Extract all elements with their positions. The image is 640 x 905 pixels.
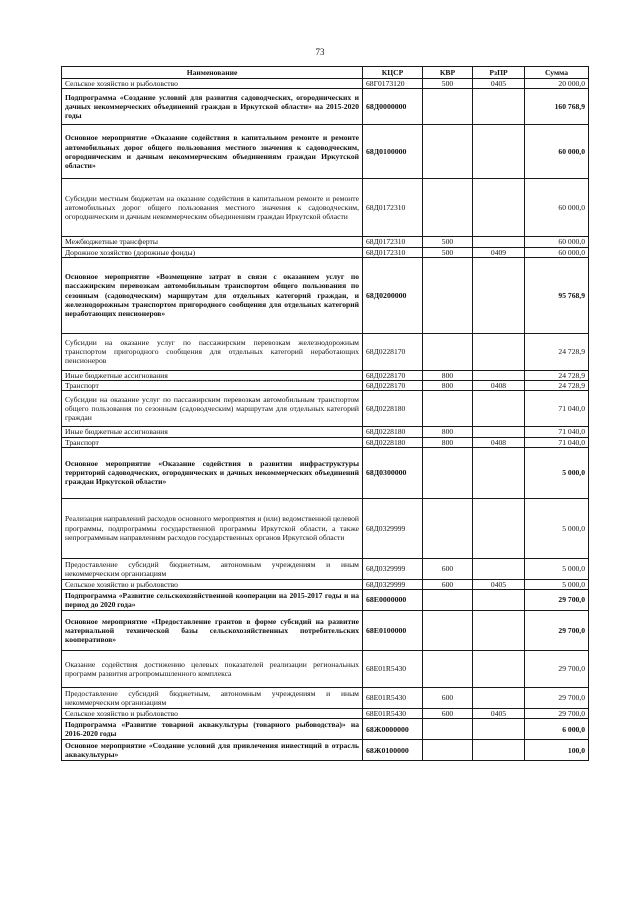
row-kvr-cell: 500 xyxy=(423,247,473,257)
row-sum-cell: 100,0 xyxy=(525,740,589,761)
row-sum-cell: 60 000,0 xyxy=(525,237,589,247)
row-rzpr-cell xyxy=(473,740,525,761)
row-name-cell: Предоставление субсидий бюджетным, автономным учреждениям и иным некоммерческим организациям xyxy=(62,688,363,709)
row-kcsr-cell: 68Д0228180 xyxy=(363,391,423,427)
row-kvr-cell xyxy=(423,89,473,125)
row-kcsr-cell: 68Е01R5430 xyxy=(363,651,423,688)
row-kvr-cell: 600 xyxy=(423,688,473,709)
row-sum-cell: 24 728,9 xyxy=(525,370,589,380)
table-row xyxy=(62,719,589,740)
row-kvr-cell xyxy=(423,179,473,237)
row-kvr-cell xyxy=(423,590,473,611)
table-row xyxy=(62,247,589,257)
column-header-rzpr: РзПР xyxy=(473,67,525,79)
row-name-cell: Субсидии на оказание услуг по пассажирским перевозкам автомобильным транспортом общего пользования по сезонным (садоводческим) маршрутам для отдельных категорий граждан xyxy=(62,391,363,427)
row-kvr-cell: 500 xyxy=(423,237,473,247)
row-kcsr-cell: 68Д0100000 xyxy=(363,125,423,179)
row-sum-cell: 5 000,0 xyxy=(525,447,589,498)
row-kcsr-cell: 68Д0172310 xyxy=(363,179,423,237)
row-name-cell: Иные бюджетные ассигнования xyxy=(62,427,363,437)
row-kcsr-cell: 68Ж0000000 xyxy=(363,719,423,740)
budget-table xyxy=(61,66,589,761)
row-sum-cell: 60 000,0 xyxy=(525,247,589,257)
row-name-cell: Предоставление субсидий бюджетным, автономным учреждениям и иным некоммерческим организациям xyxy=(62,558,363,579)
row-kvr-cell xyxy=(423,719,473,740)
row-kvr-cell xyxy=(423,333,473,370)
column-header-kcsr: КЦСР xyxy=(363,67,423,79)
row-rzpr-cell: 0405 xyxy=(473,709,525,719)
table-row xyxy=(62,89,589,125)
row-sum-cell: 71 040,0 xyxy=(525,437,589,447)
page-number: 73 xyxy=(315,47,325,57)
table-row xyxy=(62,651,589,688)
row-name-cell: Субсидии на оказание услуг по пассажирским перевозкам железнодорожным транспортом пригородного сообщения для отдельных категорий неработающих пенсионеров xyxy=(62,333,363,370)
row-kcsr-cell: 68Д0172310 xyxy=(363,237,423,247)
row-rzpr-cell xyxy=(473,237,525,247)
row-kvr-cell xyxy=(423,257,473,333)
row-kvr-cell: 800 xyxy=(423,370,473,380)
row-sum-cell: 160 768,9 xyxy=(525,89,589,125)
table-row xyxy=(62,391,589,427)
table-row xyxy=(62,498,589,558)
row-kvr-cell: 600 xyxy=(423,558,473,579)
table-row xyxy=(62,709,589,719)
row-kvr-cell xyxy=(423,498,473,558)
row-sum-cell: 29 700,0 xyxy=(525,688,589,709)
row-sum-cell: 29 700,0 xyxy=(525,611,589,651)
row-kvr-cell xyxy=(423,740,473,761)
row-name-cell: Субсидии местным бюджетам на оказание содействия в капитальном ремонте и ремонте автомобильных дорог общего пользования местного значения к садоводческим, огородническим и дачным некоммерческим объединениям граждан Иркутской области xyxy=(62,179,363,237)
row-rzpr-cell xyxy=(473,391,525,427)
row-name-cell: Транспорт xyxy=(62,437,363,447)
row-kcsr-cell: 68Д0228180 xyxy=(363,427,423,437)
row-kcsr-cell: 68Е01R5430 xyxy=(363,688,423,709)
table-body xyxy=(62,79,589,761)
table-row xyxy=(62,579,589,589)
row-kvr-cell: 600 xyxy=(423,709,473,719)
table-row xyxy=(62,611,589,651)
row-sum-cell: 6 000,0 xyxy=(525,719,589,740)
row-name-cell: Реализация направлений расходов основного мероприятия и (или) ведомственной целевой программы, подпрограммы государственной программы Иркутской области, а также непрограммным направлениям расходов государственных органов Иркутской области xyxy=(62,498,363,558)
row-rzpr-cell xyxy=(473,498,525,558)
row-kcsr-cell: 68Д0228170 xyxy=(363,381,423,391)
row-kcsr-cell: 68Д0329999 xyxy=(363,579,423,589)
row-sum-cell: 29 700,0 xyxy=(525,590,589,611)
table-row xyxy=(62,447,589,498)
row-kcsr-cell: 68Д0329999 xyxy=(363,498,423,558)
row-kvr-cell xyxy=(423,391,473,427)
row-rzpr-cell: 0405 xyxy=(473,79,525,89)
row-rzpr-cell xyxy=(473,370,525,380)
row-kvr-cell xyxy=(423,611,473,651)
row-sum-cell: 5 000,0 xyxy=(525,498,589,558)
row-kvr-cell: 800 xyxy=(423,381,473,391)
row-name-cell: Основное мероприятие «Оказание содействия в капитальном ремонте и ремонте автомобильных дорог общего пользования местного значения к садоводческим, огородническим и дачным некоммерческим объединениям граждан Иркутской области» xyxy=(62,125,363,179)
table-row xyxy=(62,79,589,89)
row-kcsr-cell: 68Д0172310 xyxy=(363,247,423,257)
row-name-cell: Основное мероприятие «Оказание содействия в развитии инфраструктуры территорий садоводческих, огороднических и дачных некоммерческих объединений граждан Иркутской области» xyxy=(62,447,363,498)
row-kcsr-cell: 68Е0100000 xyxy=(363,611,423,651)
table-row xyxy=(62,125,589,179)
row-rzpr-cell xyxy=(473,333,525,370)
row-name-cell: Транспорт xyxy=(62,381,363,391)
row-kcsr-cell: 68Д0000000 xyxy=(363,89,423,125)
table-row xyxy=(62,237,589,247)
table-row xyxy=(62,179,589,237)
row-rzpr-cell xyxy=(473,558,525,579)
row-sum-cell: 29 700,0 xyxy=(525,651,589,688)
row-kcsr-cell: 68Ж0100000 xyxy=(363,740,423,761)
row-name-cell: Иные бюджетные ассигнования xyxy=(62,370,363,380)
table-row xyxy=(62,590,589,611)
row-name-cell: Основное мероприятие «Создание условий для привлечения инвестиций в отрасль аквакультуры» xyxy=(62,740,363,761)
row-sum-cell: 71 040,0 xyxy=(525,391,589,427)
row-rzpr-cell xyxy=(473,688,525,709)
row-kvr-cell: 800 xyxy=(423,427,473,437)
row-rzpr-cell xyxy=(473,719,525,740)
row-name-cell: Основное мероприятие «Возмещение затрат в связи с оказанием услуг по пассажирским перевозкам автомобильным транспортом общего пользования по сезонным (садоводческим) маршрутам для отдельных категорий граждан, и железнодорожным транспортом пригородного сообщения для отдельных категорий неработающих пенсионеров» xyxy=(62,257,363,333)
table-row xyxy=(62,427,589,437)
row-sum-cell: 24 728,9 xyxy=(525,333,589,370)
row-name-cell: Сельское хозяйство и рыболовство xyxy=(62,709,363,719)
row-rzpr-cell xyxy=(473,447,525,498)
row-sum-cell: 20 000,0 xyxy=(525,79,589,89)
row-sum-cell: 60 000,0 xyxy=(525,179,589,237)
row-sum-cell: 60 000,0 xyxy=(525,125,589,179)
row-sum-cell: 29 700,0 xyxy=(525,709,589,719)
row-rzpr-cell xyxy=(473,590,525,611)
column-header-sum: Сумма xyxy=(525,67,589,79)
row-kvr-cell xyxy=(423,651,473,688)
table-row xyxy=(62,437,589,447)
table-row xyxy=(62,688,589,709)
row-rzpr-cell xyxy=(473,125,525,179)
column-header-name: Наименование xyxy=(62,67,363,79)
row-sum-cell: 24 728,9 xyxy=(525,381,589,391)
row-kcsr-cell: 68Д0329999 xyxy=(363,558,423,579)
row-kcsr-cell: 68Е0000000 xyxy=(363,590,423,611)
row-kcsr-cell: 68Г0173120 xyxy=(363,79,423,89)
row-name-cell: Сельское хозяйство и рыболовство xyxy=(62,79,363,89)
row-rzpr-cell xyxy=(473,89,525,125)
row-name-cell: Оказание содействия достижению целевых показателей реализации региональных программ развития агропромышленного комплекса xyxy=(62,651,363,688)
table-row xyxy=(62,333,589,370)
table-row xyxy=(62,558,589,579)
row-rzpr-cell: 0409 xyxy=(473,247,525,257)
row-kvr-cell xyxy=(423,125,473,179)
row-kcsr-cell: 68Д0228170 xyxy=(363,370,423,380)
table-row xyxy=(62,381,589,391)
row-rzpr-cell xyxy=(473,651,525,688)
row-kcsr-cell: 68Д0300000 xyxy=(363,447,423,498)
row-name-cell: Межбюджетные трансферты xyxy=(62,237,363,247)
row-name-cell: Основное мероприятие «Предоставление грантов в форме субсидий на развитие материальной технической базы сельскохозяйственных потребительских кооперативов» xyxy=(62,611,363,651)
row-rzpr-cell xyxy=(473,611,525,651)
table-row xyxy=(62,257,589,333)
row-kcsr-cell: 68Е01R5430 xyxy=(363,709,423,719)
row-sum-cell: 5 000,0 xyxy=(525,558,589,579)
row-kcsr-cell: 68Д0200000 xyxy=(363,257,423,333)
table-row xyxy=(62,370,589,380)
row-rzpr-cell: 0408 xyxy=(473,381,525,391)
row-sum-cell: 95 768,9 xyxy=(525,257,589,333)
row-rzpr-cell xyxy=(473,257,525,333)
row-kcsr-cell: 68Д0228170 xyxy=(363,333,423,370)
row-kvr-cell: 800 xyxy=(423,437,473,447)
row-sum-cell: 5 000,0 xyxy=(525,579,589,589)
row-rzpr-cell: 0408 xyxy=(473,437,525,447)
row-kvr-cell xyxy=(423,447,473,498)
row-rzpr-cell xyxy=(473,427,525,437)
table-row xyxy=(62,740,589,761)
table-header-row xyxy=(62,67,589,79)
row-name-cell: Дорожное хозяйство (дорожные фонды) xyxy=(62,247,363,257)
row-kvr-cell: 600 xyxy=(423,579,473,589)
row-rzpr-cell: 0405 xyxy=(473,579,525,589)
row-kcsr-cell: 68Д0228180 xyxy=(363,437,423,447)
row-name-cell: Сельское хозяйство и рыболовство xyxy=(62,579,363,589)
row-rzpr-cell xyxy=(473,179,525,237)
column-header-kvr: КВР xyxy=(423,67,473,79)
row-name-cell: Подпрограмма «Развитие сельскохозяйственной кооперации на 2015-2017 годы и на период до 2020 года» xyxy=(62,590,363,611)
row-name-cell: Подпрограмма «Развитие товарной аквакультуры (товарного рыбоводства)» на 2016-2020 годы xyxy=(62,719,363,740)
row-name-cell: Подпрограмма «Создание условий для развития садоводческих, огороднических и дачных некоммерческих объединений граждан в Иркутской области» на 2015-2020 годы xyxy=(62,89,363,125)
row-kvr-cell: 500 xyxy=(423,79,473,89)
row-sum-cell: 71 040,0 xyxy=(525,427,589,437)
